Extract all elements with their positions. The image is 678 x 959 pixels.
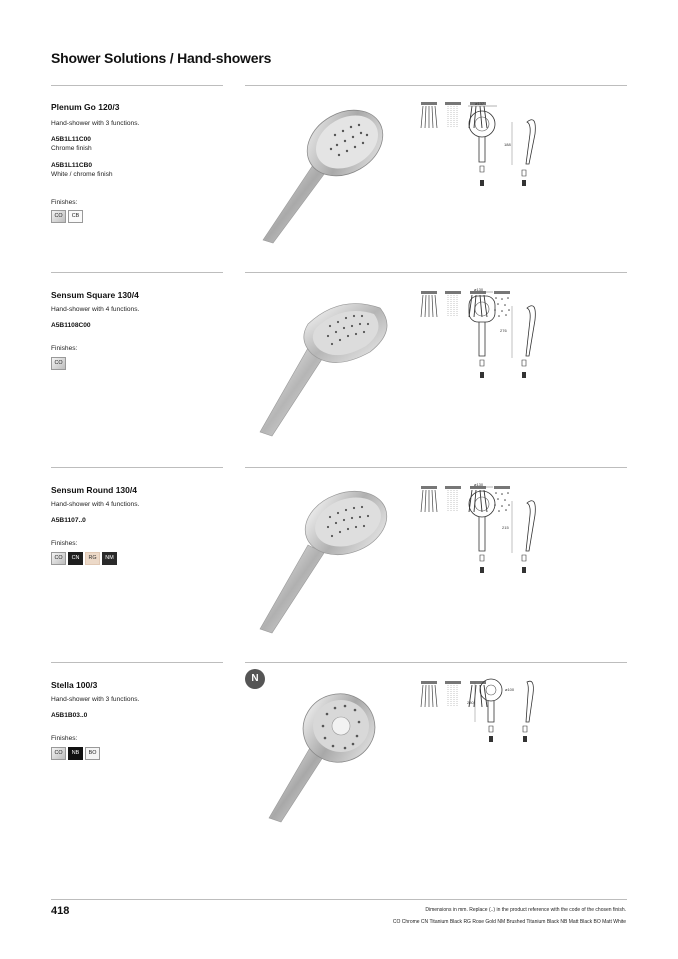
finish-swatch: CN	[68, 552, 83, 565]
finish-swatch: NM	[102, 552, 117, 565]
dimension-diameter: ø137	[475, 101, 485, 106]
dimension-height: 215	[502, 525, 509, 530]
spray-icon	[443, 290, 463, 318]
finish-swatch: NB	[68, 747, 83, 760]
finish-swatch: CO	[51, 210, 66, 223]
finish-swatches	[51, 210, 83, 223]
product-code: A5B1L11CB0	[51, 162, 93, 169]
product-description: Hand-shower with 3 functions.	[51, 696, 140, 703]
finish-swatch: CO	[51, 357, 66, 370]
finish-swatches	[51, 552, 117, 565]
finishes-label: Finishes:	[51, 540, 78, 547]
dimension-drawing	[465, 676, 545, 746]
dimension-drawing	[465, 481, 545, 581]
divider	[51, 85, 223, 86]
finish-legend: CO Chrome CN Titanium Black RG Rose Gold NM Brushed Titanium Black NB Matt Black BO Matt White	[392, 919, 626, 925]
product-code: A5B1L11C00	[51, 136, 91, 143]
product-description: Hand-shower with 4 functions.	[51, 306, 140, 313]
dimension-diameter: ø130	[474, 287, 484, 292]
product-code: A5B1107..0	[51, 517, 86, 524]
product-name: Plenum Go 120/3	[51, 102, 120, 112]
product-photo	[255, 105, 395, 245]
product-code: A5B1B03..0	[51, 712, 88, 719]
product-name: Sensum Round 130/4	[51, 485, 137, 495]
finish-swatch: CO	[51, 552, 66, 565]
divider	[245, 85, 627, 86]
finishes-label: Finishes:	[51, 735, 78, 742]
product-code: A5B1108C00	[51, 322, 91, 329]
spray-icon	[443, 485, 463, 513]
dimension-diameter: ø100	[505, 687, 515, 692]
product-photo	[250, 485, 410, 635]
dimension-drawing	[465, 100, 545, 195]
new-badge: N	[245, 669, 265, 689]
product-name: Stella 100/3	[51, 680, 98, 690]
finishes-label: Finishes:	[51, 199, 78, 206]
page-title: Shower Solutions / Hand-showers	[51, 50, 272, 66]
dimension-height: 188	[504, 142, 511, 147]
dimension-height: 230	[467, 700, 474, 705]
spray-icon	[419, 101, 439, 129]
finish-swatches	[51, 747, 100, 760]
finish-swatch: BO	[85, 747, 100, 760]
product-name: Sensum Square 130/4	[51, 290, 139, 300]
spray-icon	[419, 485, 439, 513]
product-finish-text: Chrome finish	[51, 145, 92, 152]
spray-icon	[419, 290, 439, 318]
product-description: Hand-shower with 3 functions.	[51, 120, 140, 127]
product-photo	[250, 290, 410, 440]
dimension-height: 276	[500, 328, 507, 333]
page-number: 418	[51, 905, 70, 917]
finishes-label: Finishes:	[51, 345, 78, 352]
divider	[51, 662, 223, 663]
divider	[245, 467, 627, 468]
dimension-diameter: ø130	[474, 482, 484, 487]
finish-swatches	[51, 357, 66, 370]
product-finish-text: White / chrome finish	[51, 171, 113, 178]
divider	[245, 662, 627, 663]
product-description: Hand-shower with 4 functions.	[51, 501, 140, 508]
spray-icon	[419, 680, 439, 708]
divider	[245, 272, 627, 273]
footer-note: Dimensions in mm. Replace (..) in the product reference with the code of the chosen finish.	[425, 907, 626, 913]
spray-icon	[443, 101, 463, 129]
footer-divider	[51, 899, 627, 900]
finish-swatch: CB	[68, 210, 83, 223]
finish-swatch: RG	[85, 552, 100, 565]
finish-swatch: CO	[51, 747, 66, 760]
product-photo	[255, 680, 405, 830]
spray-icon	[443, 680, 463, 708]
dimension-drawing	[465, 286, 545, 386]
divider	[51, 272, 223, 273]
divider	[51, 467, 223, 468]
